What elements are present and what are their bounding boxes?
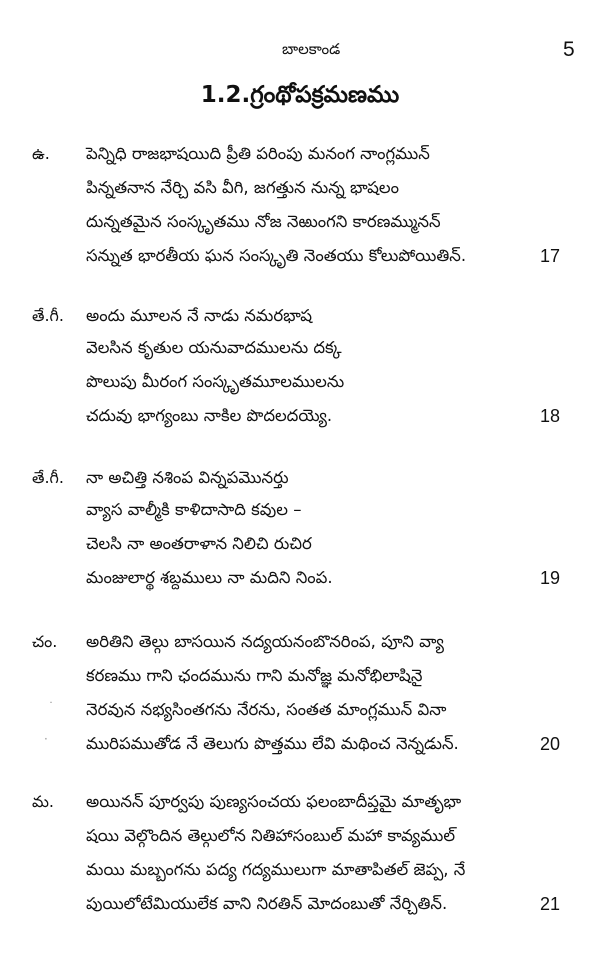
verse-meter: తే.గీ. [32,468,64,487]
verse-line: అందు మూలన నే నాడు నమరభాష [86,306,313,325]
verse-line: దున్నతమైన సంస్కృతము నోజ నెఱుంగని కారణమ్మునన్ [86,212,441,231]
verse-number: 20 [540,734,561,754]
verse-meter: చం. [32,632,58,651]
verse-line: అరితిని తెల్గు బాసయిన నద్యయనంబొనరింప, పూని వ్యా [86,632,444,651]
verse-line: పిన్నతనాన నేర్చి వసి వీగి, జగత్తున నున్న భాషలం [86,178,399,197]
verse-number: 21 [540,894,561,914]
verse-number: 17 [540,246,561,266]
print-speck: · [44,732,48,746]
verse-line: షయి వెల్గొందిన తెల్గులోన నితిహాసంబుల్ మహా కావ్యముల్ [86,826,456,845]
section-title: 1.2.గ్రంథోపక్రమణము [200,82,400,108]
verse-line: పెన్నిధి రాజభాషయిది ప్రీతి పరింపు మనంగ నాంగ్లమున్ [86,144,430,163]
verse-line: నెరవున నభ్యసింతగను నేరను, సంతత మాంగ్లమున్ వినా [86,700,447,719]
print-speck: ˙ [48,700,54,714]
verse-line: పొలుపు మీరంగ సంస్కృతమూలములను [86,372,345,391]
verse-line: నా అచిత్తి నశింప విన్నపమొనర్తు [86,468,289,487]
verse-meter: తే.గీ. [32,306,64,325]
running-head: బాలకాండ [282,40,341,58]
verse-meter: మ. [32,792,55,811]
page-number: 5 [563,38,575,61]
verse-line: సన్నుత భారతీయ ఘన సంస్కృతి నెంతయు కోలుపోయితిన్. [86,246,467,265]
verse-line: వ్యాస వాల్మీకి కాళిదాసాది కవుల – [86,500,302,519]
verse-line: చదువు భాగ్యంబు నాకిల పొదలదయ్యె. [86,406,333,425]
verse-line: మురిపముతోడ నే తెలుగు పొత్తము లేవి మథించ నెన్నడున్. [86,734,459,753]
verse-meter: ఉ. [32,144,50,163]
verse-number: 19 [540,568,561,588]
verse-number: 18 [540,406,561,426]
verse-line: అయినన్ పూర్వపు పుణ్యసంచయ ఫలంబాదీప్తమై మాతృభా [86,792,462,811]
page-header [0,38,600,68]
verse-line: మంజులార్థ శబ్దములు నా మదిని నింప. [86,568,333,587]
verse-line: చెలసి నా అంతరాళాన నిలిచి రుచిర [86,534,312,553]
verse-line: పుయిలోటేమియులేక వాని నిరతిన్ మోదంబుతో నేర్చితిన్. [86,894,448,913]
verse-line: వెలసిన కృతుల యనువాదములను దక్క [86,338,342,357]
verse-line: కరణము గాని ఛందమును గాని మనోజ్ఞ మనోభిలాషినై [86,666,423,685]
verse-line: మయి మబ్బంగను పద్య గద్యములుగా మాతాపితల్ జెప్ప, నే [86,860,466,879]
